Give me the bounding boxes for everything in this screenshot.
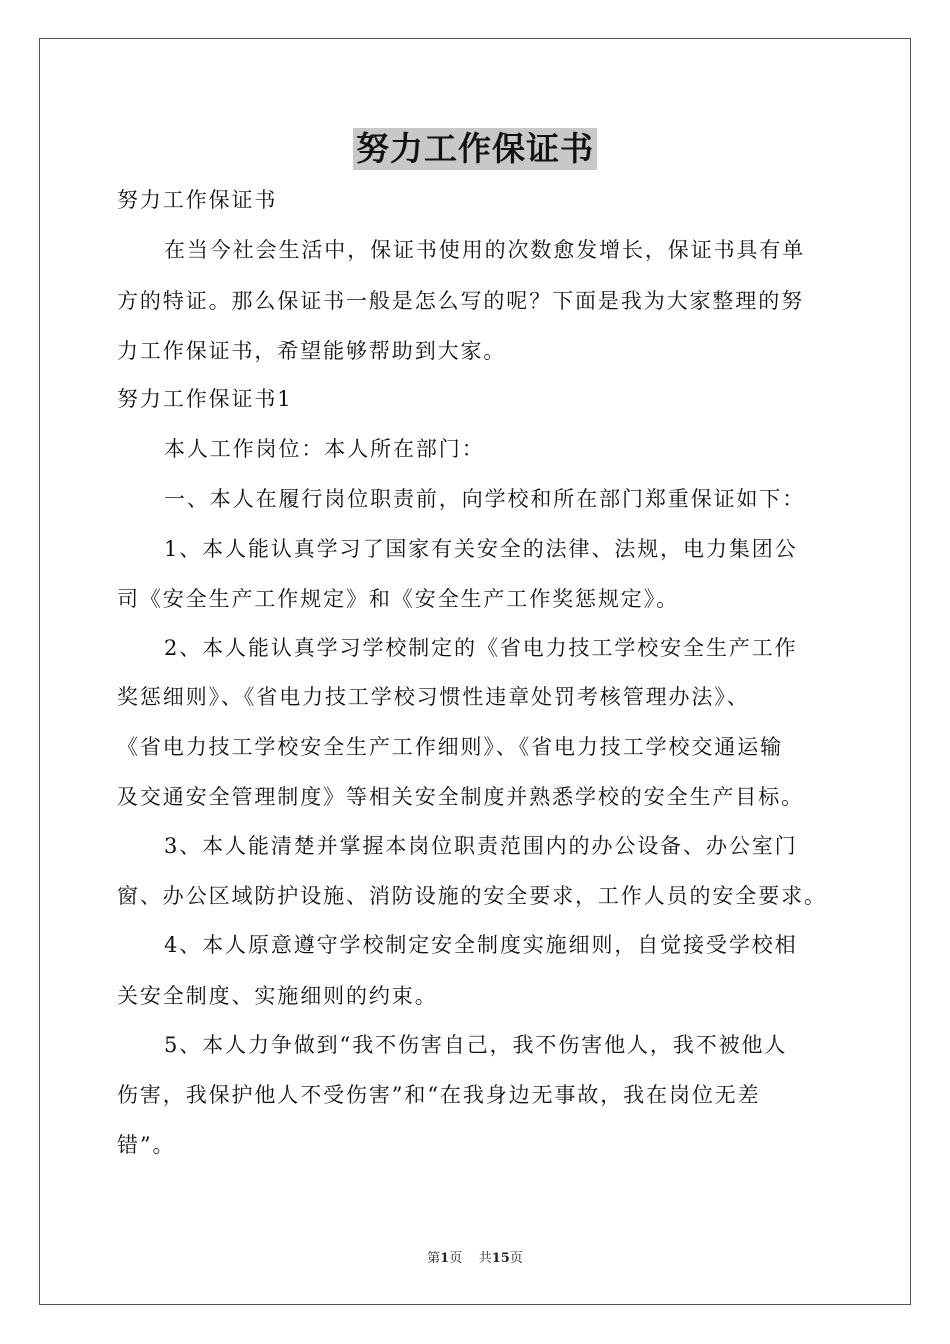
document-title: 努力工作保证书 (353, 128, 597, 170)
paragraph-line: 奖惩细则》、《省电力技工学校习惯性违章处罚考核管理办法》、 (117, 685, 750, 709)
total-prefix: 共 (478, 1251, 492, 1266)
paragraph-line: 一、本人在履行岗位职责前，向学校和所在部门郑重保证如下： (164, 487, 806, 511)
subtitle-line: 努力工作保证书 (117, 188, 278, 212)
page-suffix: 页 (449, 1251, 463, 1266)
paragraph-line: 《省电力技工学校安全生产工作细则》、《省电力技工学校交通运输 (117, 735, 783, 759)
current-page-number: 1 (440, 1251, 450, 1266)
paragraph-line: 2、本人能认真学习学校制定的《省电力技工学校安全生产工作 (164, 636, 798, 660)
paragraph-line: 及交通安全管理制度》等相关安全制度并熟悉学校的安全生产目标。 (117, 785, 804, 809)
paragraph-line: 1、本人能认真学习了国家有关安全的法律、法规，电力集团公 (164, 537, 798, 561)
paragraph-line: 在当今社会生活中，保证书使用的次数愈发增长，保证书具有单 (164, 238, 806, 262)
page-footer (0, 1247, 950, 1266)
page-prefix: 第 (427, 1251, 441, 1266)
paragraph-line: 关安全制度、实施细则的约束。 (117, 984, 438, 1008)
paragraph-line: 窗、办公区域防护设施、消防设施的安全要求，工作人员的安全要求。 (117, 884, 827, 908)
total-suffix: 页 (509, 1251, 523, 1266)
section-heading: 努力工作保证书1 (117, 387, 293, 411)
paragraph-line: 方的特证。那么保证书一般是怎么写的呢？下面是我为大家整理的努 (117, 289, 804, 313)
paragraph-line: 3、本人能清楚并掌握本岗位职责范围内的办公设备、办公室门 (164, 834, 798, 858)
paragraph-line: 伤害，我保护他人不受伤害”和“在我身边无事故，我在岗位无差 (117, 1083, 761, 1107)
total-pages-number: 15 (491, 1251, 510, 1266)
paragraph-line: 错”。 (117, 1133, 176, 1157)
title-container (0, 128, 950, 170)
paragraph-line: 5、本人力争做到“我不伤害自己，我不伤害他人，我不被他人 (164, 1033, 788, 1057)
paragraph-line: 4、本人原意遵守学校制定安全制度实施细则，自觉接受学校相 (164, 933, 798, 957)
paragraph-line: 力工作保证书，希望能够帮助到大家。 (117, 339, 507, 363)
paragraph-line: 司《安全生产工作规定》和《安全生产工作奖惩规定》。 (117, 587, 679, 611)
paragraph-line: 本人工作岗位：本人所在部门： (164, 437, 485, 461)
page-border (39, 38, 911, 1305)
